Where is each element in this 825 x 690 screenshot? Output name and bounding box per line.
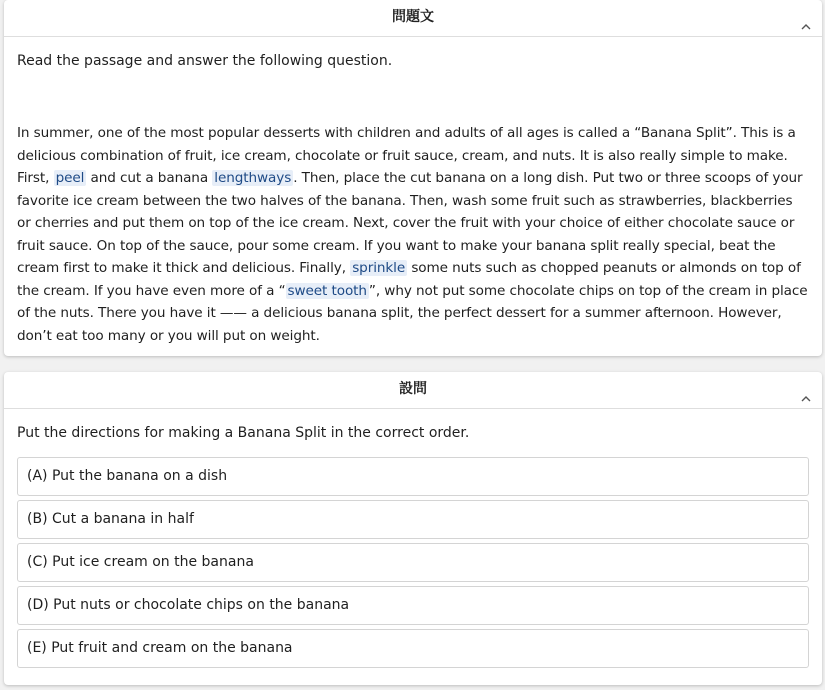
option-c[interactable]: (C) Put ice cream on the banana: [17, 543, 809, 582]
passage-segment: . Then, place the cut banana on a long dish. Put two or three scoops of your favorite ice cream between the two halves of the banana. Then, wash some fruit such as strawberries, blackberries or cherries and put them on top of the ice cream. Next, cover the fruit with your choice of either chocolate sauce or fruit sauce. On top of the sauce, pour some cream. If you want to make your banana split really special, beat the cream first to make it thick and delicious. Finally,: [17, 170, 803, 276]
question-panel-title: 設問: [399, 381, 427, 397]
option-a[interactable]: (A) Put the banana on a dish: [17, 457, 809, 496]
passage-prompt: Read the passage and answer the following question.: [17, 53, 393, 69]
highlighted-word-sweet-tooth[interactable]: sweet tooth: [287, 282, 367, 299]
highlighted-word-sprinkle[interactable]: sprinkle: [352, 260, 406, 276]
question-prompt: Put the directions for making a Banana Split in the correct order.: [17, 425, 470, 441]
passage-segment: In summer, one of the most popular desserts with children and adults of all ages is called a “Banana Split”. This is a delicious combination of fruit, ice cream, chocolate or fruit sauce, cream, and nuts. It is also really simple to make. First,: [17, 125, 796, 186]
highlighted-word-peel[interactable]: peel: [55, 170, 85, 186]
passage-panel: [4, 0, 822, 356]
chevron-up-icon[interactable]: [800, 12, 812, 24]
passage-panel-header[interactable]: [4, 0, 822, 37]
passage-segment: ”, why not put some chocolate chips on top of the cream in place of the nuts. There you have it —— a delicious banana split, the perfect dessert for a summer afternoon. However, don’t eat too many or you will put on weight.: [17, 282, 808, 344]
passage-panel-title: 問題文: [392, 9, 434, 25]
option-e[interactable]: (E) Put fruit and cream on the banana: [17, 629, 809, 668]
highlighted-word-lengthways[interactable]: lengthways: [214, 170, 292, 186]
question-panel: [4, 372, 822, 685]
answer-options: [17, 457, 809, 668]
option-d[interactable]: (D) Put nuts or chocolate chips on the banana: [17, 586, 809, 625]
option-b[interactable]: (B) Cut a banana in half: [17, 500, 809, 539]
passage-segment: and cut a banana: [86, 170, 213, 186]
chevron-up-icon[interactable]: [800, 384, 812, 396]
passage-text: [17, 122, 809, 347]
question-panel-header[interactable]: [4, 372, 822, 409]
passage-segment: some nuts such as chopped peanuts or almonds on top of the cream. If you have even more of a “: [17, 260, 801, 299]
